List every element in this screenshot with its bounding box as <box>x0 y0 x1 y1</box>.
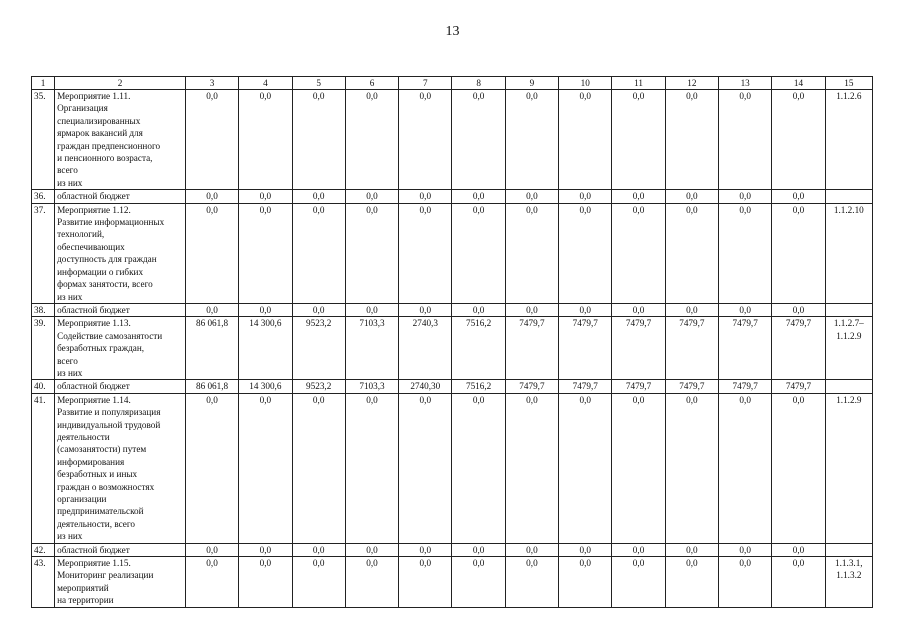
value-cell: 0,0 <box>185 90 238 190</box>
table-row <box>32 303 873 316</box>
value-cell: 0,0 <box>345 190 398 203</box>
value-cell: 7479,7 <box>719 317 772 380</box>
value-cell: 0,0 <box>185 203 238 303</box>
value-cell: 0,0 <box>559 557 612 608</box>
table-row <box>32 90 873 190</box>
description-line: Содействие самозанятости <box>57 330 163 341</box>
value-cell: 0,0 <box>772 543 825 556</box>
value-cell: 0,0 <box>345 90 398 190</box>
row-number: 37. <box>32 203 55 303</box>
description-line: индивидуальной трудовой <box>57 419 161 430</box>
value-cell: 0,0 <box>292 303 345 316</box>
description-line: из них <box>57 177 83 188</box>
description-line: областной бюджет <box>57 381 130 392</box>
row-number: 38. <box>32 303 55 316</box>
description-line: Мероприятие 1.12. <box>57 204 131 215</box>
value-cell: 0,0 <box>772 303 825 316</box>
description-line: специализированных <box>57 115 141 126</box>
value-cell: 7479,7 <box>505 317 558 380</box>
value-cell: 14 300,6 <box>239 317 292 380</box>
column-header: 1 <box>32 77 55 90</box>
value-cell: 0,0 <box>612 393 665 543</box>
value-cell: 0,0 <box>772 203 825 303</box>
value-cell: 7516,2 <box>452 380 505 393</box>
table-row <box>32 317 873 380</box>
value-cell: 0,0 <box>345 303 398 316</box>
target-code <box>825 543 872 556</box>
value-cell: 0,0 <box>185 557 238 608</box>
value-cell: 0,0 <box>559 203 612 303</box>
value-cell: 86 061,8 <box>185 317 238 380</box>
description-line: из них <box>57 291 83 302</box>
value-cell: 0,0 <box>612 303 665 316</box>
value-cell: 0,0 <box>452 303 505 316</box>
description-line: граждан о возможностях <box>57 481 155 492</box>
value-cell: 0,0 <box>719 90 772 190</box>
target-code <box>825 317 872 380</box>
code-line: 1.1.2.7– <box>833 318 864 329</box>
value-cell: 0,0 <box>612 90 665 190</box>
description-line: из них <box>57 367 83 378</box>
description-line: безработных граждан, <box>57 343 145 354</box>
value-cell: 0,0 <box>505 557 558 608</box>
value-cell: 0,0 <box>239 190 292 203</box>
column-header: 13 <box>719 77 772 90</box>
description-line: обеспечивающих <box>57 241 125 252</box>
value-cell: 0,0 <box>719 543 772 556</box>
value-cell: 0,0 <box>239 393 292 543</box>
description-line: доступность для граждан <box>57 254 157 265</box>
table-row <box>32 543 873 556</box>
description-line: всего <box>57 355 78 366</box>
description-line: информации о гибких <box>57 266 144 277</box>
table-row <box>32 393 873 543</box>
value-cell: 7479,7 <box>772 380 825 393</box>
value-cell: 0,0 <box>399 190 452 203</box>
value-cell: 7479,7 <box>559 317 612 380</box>
budget-table <box>31 76 873 608</box>
value-cell: 0,0 <box>399 543 452 556</box>
row-number: 41. <box>32 393 55 543</box>
value-cell: 0,0 <box>239 543 292 556</box>
value-cell: 7103,3 <box>345 317 398 380</box>
value-cell: 7479,7 <box>612 317 665 380</box>
description-line: Мероприятие 1.13. <box>57 318 131 329</box>
description-line: ярмарок вакансий для <box>57 128 143 139</box>
value-cell: 0,0 <box>559 543 612 556</box>
description-line: Развитие информационных <box>57 217 165 228</box>
value-cell: 0,0 <box>452 203 505 303</box>
value-cell: 7479,7 <box>612 380 665 393</box>
value-cell: 0,0 <box>399 393 452 543</box>
value-cell: 0,0 <box>292 203 345 303</box>
description-line: Мероприятие 1.11. <box>57 91 131 101</box>
row-number: 42. <box>32 543 55 556</box>
value-cell: 0,0 <box>505 190 558 203</box>
value-cell: 0,0 <box>292 90 345 190</box>
value-cell: 0,0 <box>612 190 665 203</box>
value-cell: 86 061,8 <box>185 380 238 393</box>
value-cell: 0,0 <box>292 190 345 203</box>
value-cell: 0,0 <box>452 90 505 190</box>
description-line: на территории <box>57 595 114 606</box>
description-line: технологий, <box>57 229 105 240</box>
code-line: 1.1.3.2 <box>836 570 862 581</box>
value-cell: 0,0 <box>239 303 292 316</box>
value-cell: 0,0 <box>665 190 718 203</box>
description-line: Мероприятие 1.14. <box>57 394 131 405</box>
value-cell: 0,0 <box>719 303 772 316</box>
value-cell: 0,0 <box>292 393 345 543</box>
value-cell: 0,0 <box>719 190 772 203</box>
value-cell: 7479,7 <box>559 380 612 393</box>
target-code <box>825 393 872 543</box>
description-line: мероприятий <box>57 582 109 593</box>
value-cell: 0,0 <box>185 303 238 316</box>
value-cell: 0,0 <box>292 543 345 556</box>
code-line: 1.1.2.9 <box>836 394 862 405</box>
row-description <box>55 317 186 380</box>
value-cell: 0,0 <box>665 543 718 556</box>
row-description <box>55 393 186 543</box>
value-cell: 0,0 <box>505 90 558 190</box>
value-cell: 0,0 <box>345 393 398 543</box>
table-row <box>32 380 873 393</box>
value-cell: 0,0 <box>665 203 718 303</box>
row-number: 35. <box>32 90 55 190</box>
description-line: Мероприятие 1.15. <box>57 558 131 569</box>
value-cell: 0,0 <box>345 203 398 303</box>
row-description <box>55 190 186 203</box>
column-header: 3 <box>185 77 238 90</box>
value-cell: 0,0 <box>772 557 825 608</box>
value-cell: 0,0 <box>505 303 558 316</box>
row-description <box>55 90 186 190</box>
value-cell: 9523,2 <box>292 380 345 393</box>
row-number: 43. <box>32 557 55 608</box>
value-cell: 0,0 <box>612 557 665 608</box>
column-header: 6 <box>345 77 398 90</box>
value-cell: 0,0 <box>719 203 772 303</box>
page-number: 13 <box>445 24 460 39</box>
row-number: 40. <box>32 380 55 393</box>
value-cell: 7479,7 <box>505 380 558 393</box>
value-cell: 0,0 <box>505 203 558 303</box>
description-line: информирования <box>57 456 125 467</box>
value-cell: 0,0 <box>612 543 665 556</box>
description-line: (самозанятости) путем <box>57 444 147 455</box>
value-cell: 14 300,6 <box>239 380 292 393</box>
target-code <box>825 303 872 316</box>
value-cell: 0,0 <box>452 557 505 608</box>
value-cell: 0,0 <box>719 393 772 543</box>
column-header: 2 <box>55 77 186 90</box>
description-line: из них <box>57 531 83 542</box>
value-cell: 0,0 <box>772 393 825 543</box>
value-cell: 0,0 <box>612 203 665 303</box>
column-header: 11 <box>612 77 665 90</box>
value-cell: 0,0 <box>719 557 772 608</box>
value-cell: 0,0 <box>772 190 825 203</box>
value-cell: 9523,2 <box>292 317 345 380</box>
value-cell: 0,0 <box>399 90 452 190</box>
column-header: 12 <box>665 77 718 90</box>
value-cell: 0,0 <box>665 90 718 190</box>
value-cell: 0,0 <box>772 90 825 190</box>
row-description <box>55 557 186 608</box>
value-cell: 0,0 <box>239 203 292 303</box>
row-description <box>55 203 186 303</box>
table-body <box>32 90 873 608</box>
value-cell: 0,0 <box>665 557 718 608</box>
value-cell: 0,0 <box>452 190 505 203</box>
code-line: 1.1.3.1, <box>835 558 863 569</box>
column-header: 5 <box>292 77 345 90</box>
value-cell: 0,0 <box>559 190 612 203</box>
target-code <box>825 190 872 203</box>
column-header: 10 <box>559 77 612 90</box>
column-header: 8 <box>452 77 505 90</box>
value-cell: 7103,3 <box>345 380 398 393</box>
value-cell: 0,0 <box>345 543 398 556</box>
value-cell: 0,0 <box>185 190 238 203</box>
description-line: предпринимательской <box>57 506 144 517</box>
value-cell: 0,0 <box>239 557 292 608</box>
value-cell: 0,0 <box>452 543 505 556</box>
target-code <box>825 203 872 303</box>
value-cell: 2740,30 <box>399 380 452 393</box>
description-line: областной бюджет <box>57 191 130 202</box>
column-header: 15 <box>825 77 872 90</box>
value-cell: 0,0 <box>185 543 238 556</box>
code-line: 1.1.2.6 <box>836 91 862 101</box>
table-row <box>32 203 873 303</box>
description-line: граждан предпенсионного <box>57 140 161 151</box>
target-code <box>825 380 872 393</box>
value-cell: 0,0 <box>505 393 558 543</box>
target-code <box>825 557 872 608</box>
column-header: 4 <box>239 77 292 90</box>
column-header: 7 <box>399 77 452 90</box>
value-cell: 0,0 <box>185 393 238 543</box>
description-line: деятельности, всего <box>57 518 135 529</box>
column-header: 14 <box>772 77 825 90</box>
row-number: 39. <box>32 317 55 380</box>
description-line: и пенсионного возраста, <box>57 153 153 164</box>
row-description <box>55 543 186 556</box>
table-row <box>32 557 873 608</box>
description-line: безработных и иных <box>57 469 138 480</box>
value-cell: 0,0 <box>399 203 452 303</box>
description-line: областной бюджет <box>57 544 130 555</box>
description-line: организации <box>57 494 107 504</box>
description-line: всего <box>57 165 78 176</box>
value-cell: 7479,7 <box>665 380 718 393</box>
description-line: деятельности <box>57 431 110 442</box>
row-description <box>55 380 186 393</box>
value-cell: 0,0 <box>399 303 452 316</box>
value-cell: 0,0 <box>399 557 452 608</box>
column-number-row <box>32 77 873 90</box>
value-cell: 0,0 <box>505 543 558 556</box>
value-cell: 2740,3 <box>399 317 452 380</box>
value-cell: 7479,7 <box>719 380 772 393</box>
description-line: областной бюджет <box>57 304 130 315</box>
value-cell: 0,0 <box>345 557 398 608</box>
code-line: 1.1.2.9 <box>836 330 862 341</box>
table-row <box>32 190 873 203</box>
description-line: Мониторинг реализации <box>57 570 154 581</box>
value-cell: 0,0 <box>559 303 612 316</box>
value-cell: 7479,7 <box>772 317 825 380</box>
column-header: 9 <box>505 77 558 90</box>
value-cell: 0,0 <box>292 557 345 608</box>
value-cell: 0,0 <box>665 393 718 543</box>
value-cell: 7479,7 <box>665 317 718 380</box>
description-line: Организация <box>57 103 108 114</box>
code-line: 1.1.2.10 <box>833 204 864 215</box>
description-line: Развитие и популяризация <box>57 407 161 418</box>
value-cell: 7516,2 <box>452 317 505 380</box>
value-cell: 0,0 <box>559 393 612 543</box>
row-number: 36. <box>32 190 55 203</box>
value-cell: 0,0 <box>239 90 292 190</box>
target-code <box>825 90 872 190</box>
row-description <box>55 303 186 316</box>
value-cell: 0,0 <box>665 303 718 316</box>
value-cell: 0,0 <box>559 90 612 190</box>
value-cell: 0,0 <box>452 393 505 543</box>
description-line: формах занятости, всего <box>57 279 153 290</box>
